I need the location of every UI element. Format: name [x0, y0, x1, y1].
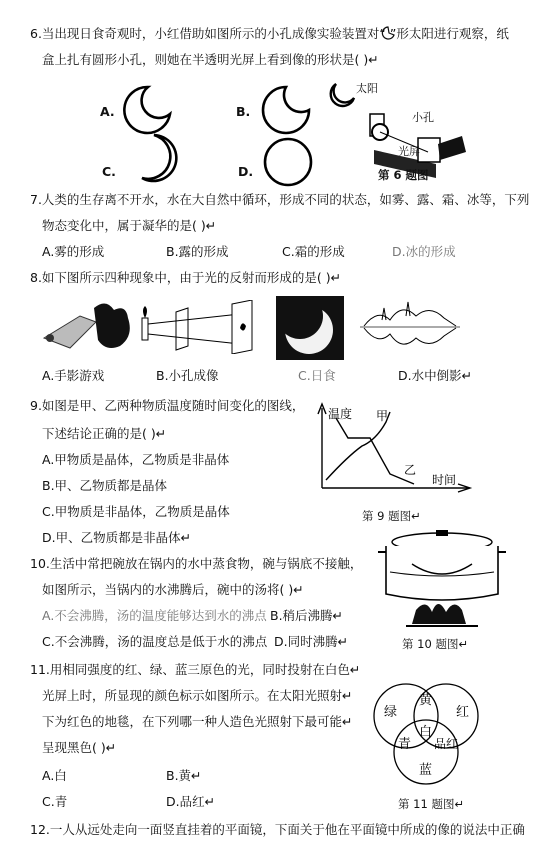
- q6-apparatus-figure: [318, 78, 478, 180]
- q7-option-c: C.霜的形成: [282, 244, 345, 259]
- q11-option-d: D.品红↵: [166, 794, 216, 809]
- q9-option-c: C.甲物质是非晶体，乙物质是晶体: [42, 504, 230, 519]
- q11-option-a: A.白: [42, 768, 67, 783]
- q9-text-line2: 下述结论正确的是( )↵: [42, 426, 167, 441]
- q10-steamer-pot-figure: [376, 528, 508, 632]
- q9-text-line1: 9.如图是甲、乙两种物质温度随时间变化的图线，: [30, 398, 305, 413]
- q6-label-hole: 小孔: [412, 111, 434, 124]
- q11-caption: 第 11 题图↵: [398, 797, 465, 811]
- q9-option-b: B.甲、乙物质都是晶体: [42, 478, 168, 493]
- q8-option-a: A.手影游戏: [42, 368, 105, 383]
- q10-option-c: C.不会沸腾，汤的温度总是低于水的沸点: [42, 634, 268, 649]
- crescent-sun-symbol: [378, 24, 398, 42]
- venn-blue-label: 蓝: [419, 763, 433, 778]
- q6-option-a-label: A.: [100, 104, 115, 119]
- q6-text-line2: 盒上扎有圆形小孔，则她在半透明光屏上看到像的形状是( )↵: [42, 52, 379, 67]
- q11-color-venn-diagram: [370, 678, 482, 794]
- q11-option-c: C.青: [42, 794, 68, 809]
- q11-option-b: B.黄↵: [166, 768, 202, 783]
- q9-xlabel: 时间: [432, 473, 457, 487]
- q8-option-c: C.日食: [298, 368, 336, 383]
- q7-option-b: B.露的形成: [166, 244, 229, 259]
- q8-eclipse-photo: [276, 296, 344, 360]
- q10-text-line1: 10.生活中常把碗放在锅内的水中蒸食物，碗与锅底不接触，: [30, 556, 363, 571]
- q9-series-jia-label: 甲: [376, 409, 389, 423]
- q6-option-d-label: D.: [238, 164, 254, 179]
- venn-white-label: 白: [419, 725, 433, 740]
- q6-option-b-label: B.: [236, 104, 251, 119]
- q7-text-line1: 7.人类的生存离不开水，水在大自然中循环，形成不同的状态，如雾、露、霜、冰等，下列: [30, 192, 530, 207]
- venn-yellow-label: 黄: [419, 693, 433, 708]
- q6-label-screen: 光屏: [398, 145, 420, 158]
- q10-text-line2: 如图所示，当锅内的水沸腾后，碗中的汤将( )↵: [42, 582, 304, 597]
- q7-text-line2: 物态变化中，属于凝华的是( )↵: [42, 218, 217, 233]
- q7-option-a: A.雾的形成: [42, 244, 105, 259]
- q11-text-line4: 呈现黑色( )↵: [42, 740, 117, 755]
- q8-pinhole-figure: [136, 300, 262, 354]
- q10-option-b: B.稍后沸腾↵: [270, 608, 344, 623]
- q11-text-line3: 下为红色的地毯，在下列哪一种人造色光照射下最可能↵: [42, 714, 353, 729]
- q12-text-line1: 12.一人从远处走向一面竖直挂着的平面镜，下面关于他在平面镜中所成的像的说法中正确: [30, 822, 525, 837]
- q8-hand-shadow-figure: [40, 296, 136, 356]
- venn-cyan-label: 青: [398, 737, 412, 752]
- q7-option-d: D.冰的形成: [392, 244, 456, 259]
- q10-caption: 第 10 题图↵: [402, 637, 469, 651]
- q9-option-d: D.甲、乙物质都是非晶体↵: [42, 530, 192, 545]
- q9-series-yi-line: [336, 418, 417, 484]
- q9-option-a: A.甲物质是晶体，乙物质是非晶体: [42, 452, 230, 467]
- venn-magenta-label: 品红: [434, 737, 459, 751]
- q11-text-line1: 11.用相同强度的红、绿、蓝三原色的光，同时投射在白色↵: [30, 662, 361, 677]
- q6-option-d-figure: [262, 136, 314, 188]
- q8-option-d: D.水中倒影↵: [398, 368, 473, 383]
- q10-option-d: D.同时沸腾↵: [274, 634, 349, 649]
- q8-option-b: B.小孔成像: [156, 368, 219, 383]
- q6-option-c-figure: [128, 132, 180, 184]
- venn-green-label: 绿: [384, 705, 398, 720]
- q8-text-line1: 8.如下图所示四种现象中，由于光的反射而形成的是( )↵: [30, 270, 342, 285]
- q6-option-b-figure: [260, 84, 312, 136]
- q6-option-c-label: C.: [102, 164, 116, 179]
- q6-caption: 第 6 题图: [378, 168, 429, 182]
- q8-reflection-figure: [360, 298, 460, 356]
- q6-text-line1: 6.当出现日食奇观时，小红借助如图所示的小孔成像实验装置对“ ”形太阳进行观察，纸: [30, 26, 509, 41]
- q9-ylabel: 温度: [328, 407, 353, 421]
- venn-red-label: 红: [456, 705, 470, 720]
- q9-temperature-graph: [308, 400, 478, 500]
- q10-option-a: A.不会沸腾，汤的温度能够达到水的沸点: [42, 608, 267, 623]
- q9-caption: 第 9 题图↵: [362, 509, 421, 523]
- q6-option-a-figure: [122, 84, 174, 136]
- q6-label-sun: 太阳: [356, 82, 378, 95]
- q9-series-yi-label: 乙: [404, 463, 417, 477]
- q11-text-line2: 光屏上时，所显现的颜色标示如图所示。在太阳光照射↵: [42, 688, 353, 703]
